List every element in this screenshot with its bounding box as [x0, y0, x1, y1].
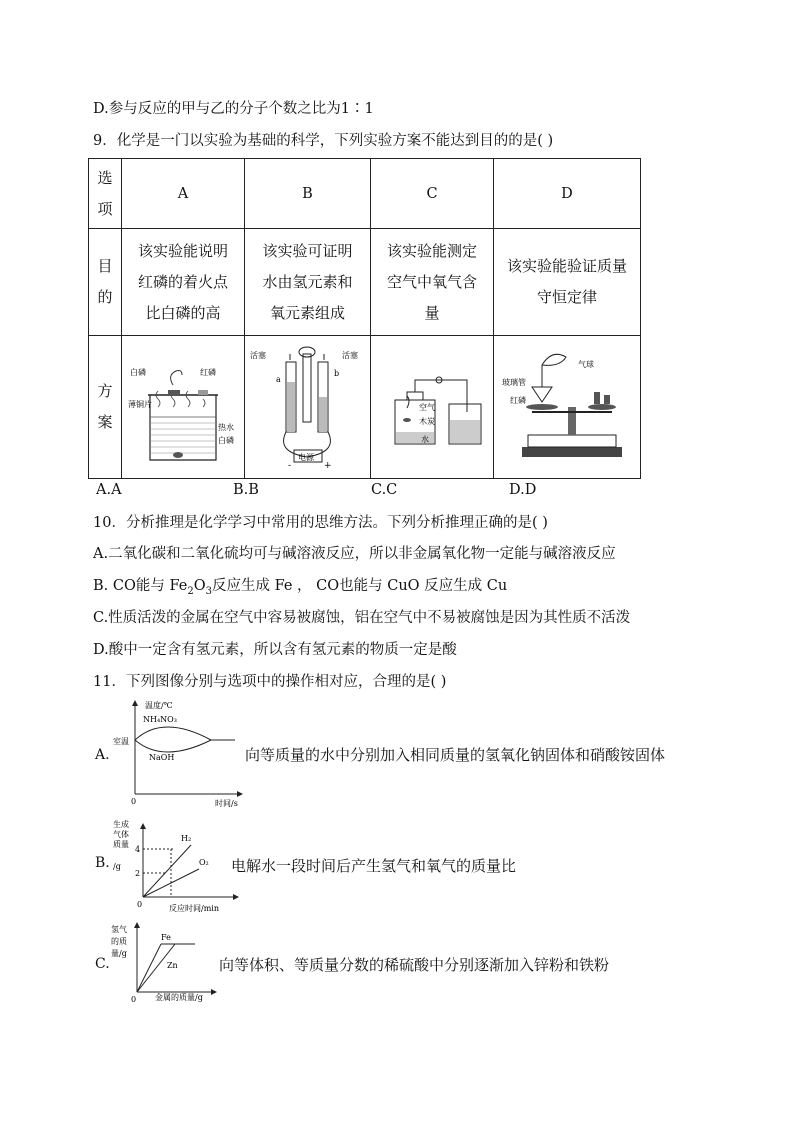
fig-b-plus: +	[324, 461, 332, 471]
q11-option-a	[95, 698, 715, 810]
q10-option-b: B. CO能与 $Fe_2O_3$反应生成 Fe ， CO也能与 CuO 反应生成 Cu	[93, 578, 508, 597]
q11-c-desc: 向等体积、等质量分数的稀硫酸中分别逐渐加入锌粉和铁粉	[219, 956, 610, 974]
q9-stem: 9．化学是一门以实验为基础的科学，下列实验方案不能达到目的的是( )	[93, 133, 554, 149]
fig-a-label-white-p: 白磷	[130, 367, 146, 377]
q10-option-c: C.性质活泼的金属在空气中容易被腐蚀，铝在空气中不易被腐蚀是因为其性质不活泼	[93, 610, 631, 626]
q11-option-b	[95, 815, 595, 915]
q10-stem: 10．分析推理是化学学习中常用的思维方法。下列分析推理正确的是( )	[93, 515, 548, 531]
q11-c-series-zn: Zn	[167, 961, 178, 970]
col-a: A	[122, 159, 245, 229]
fig-a-label-hot-water: 热水	[218, 422, 234, 432]
q9-table	[88, 158, 641, 479]
q11-c-ylabel-2: 的质	[111, 937, 127, 946]
q11-b-xlabel: 反应时间/min	[169, 904, 219, 913]
fig-c-oxygen-measure	[377, 352, 487, 462]
q11-c-xlabel: 金属的质量/g	[155, 993, 203, 1002]
q11-c-label: C.	[95, 956, 110, 972]
q11-b-ylabel-2: 气体	[113, 830, 129, 839]
plan-b	[245, 336, 371, 479]
q11-b-label: B.	[95, 855, 110, 871]
q11-a-ylabel: 温度/℃	[145, 701, 173, 710]
purpose-b: 该实验可证明 水由氢元素和 氧元素组成	[245, 229, 371, 336]
q8-option-d: D.参与反应的甲与乙的分子个数之比为1∶1	[93, 101, 374, 117]
q9-option-a: A.A	[96, 482, 122, 498]
q11-a-room-temp: 室温	[113, 737, 129, 746]
q11-a-series-nh4no3: NH₄NO₃	[143, 715, 177, 724]
q11-c-graph	[95, 918, 235, 1008]
row-label-option: 选 项	[89, 159, 122, 229]
q9-option-c: C.C	[371, 482, 398, 498]
purpose-a: 该实验能说明 红磷的着火点 比白磷的高	[122, 229, 245, 336]
fig-b-minus: -	[288, 461, 292, 471]
q11-option-c	[95, 918, 655, 1008]
row-label-purpose: 目 的	[89, 229, 122, 336]
fig-b-electrolysis	[250, 342, 365, 472]
q11-b-series-o2: O₂	[199, 858, 209, 867]
q11-b-tick: 4	[135, 845, 141, 854]
q11-stem: 11．下列图像分别与选项中的操作相对应，合理的是( )	[93, 674, 447, 690]
fig-a-beaker-experiment	[128, 345, 238, 470]
q11-a-graph	[113, 698, 253, 810]
purpose-c: 该实验能测定 空气中氧气含 量	[371, 229, 494, 336]
fig-b-label-b: b	[334, 369, 340, 378]
q11-b-ylabel-3: 质量	[113, 840, 129, 849]
q11-b-series-h2: H₂	[181, 834, 192, 843]
q11-b-ylabel-4: /g	[113, 862, 121, 871]
fig-d-balance	[502, 347, 632, 467]
q11-a-series-naoh: NaOH	[149, 753, 175, 762]
fig-b-label-valve1: 活塞	[250, 351, 266, 360]
fig-d-label-glass-tube: 玻璃管	[502, 378, 526, 387]
q9-option-d: D.D	[509, 482, 537, 498]
col-d: D	[494, 159, 641, 229]
q11-c-ylabel-1: 氢气	[111, 925, 127, 934]
plan-c	[371, 336, 494, 479]
fig-c-label-air: 空气	[419, 403, 435, 412]
fig-a-label-copper: 薄铜片	[128, 399, 152, 409]
q11-a-xlabel: 时间/s	[215, 799, 238, 808]
fig-b-label-power: 电源	[298, 453, 314, 462]
q10-option-a: A.二氧化碳和二氧化硫均可与碱溶液反应，所以非金属氧化物一定能与碱溶液反应	[93, 546, 616, 562]
q11-b-tick2: 2	[135, 869, 141, 878]
fig-b-label-a: a	[276, 375, 281, 384]
q11-b-origin: 0	[137, 900, 143, 909]
q11-a-label: A.	[95, 747, 110, 763]
fig-a-label-red-p: 红磷	[200, 367, 216, 377]
col-b: B	[245, 159, 371, 229]
q11-a-origin: 0	[131, 797, 137, 806]
plan-a	[122, 336, 245, 479]
q11-c-ylabel-3: 量/g	[111, 949, 127, 958]
q10-option-d: D.酸中一定含有氢元素，所以含有氢元素的物质一定是酸	[93, 642, 457, 658]
q11-c-origin: 0	[131, 995, 137, 1004]
q11-b-ylabel-1: 生成	[113, 820, 129, 829]
fig-c-label-water: 水	[421, 435, 429, 444]
purpose-d: 该实验能验证质量 守恒定律	[494, 229, 641, 336]
q9-option-b: B.B	[233, 482, 259, 498]
plan-d	[494, 336, 641, 479]
fig-c-label-charcoal: 木炭	[419, 417, 435, 426]
q11-a-desc: 向等质量的水中分别加入相同质量的氢氧化钠固体和硝酸铵固体	[245, 746, 666, 764]
fig-d-label-balloon: 气球	[578, 360, 594, 369]
fig-d-label-red-p: 红磷	[510, 396, 526, 405]
col-c: C	[371, 159, 494, 229]
q11-b-desc: 电解水一段时间后产生氢气和氧气的质量比	[231, 857, 517, 875]
fig-a-label-white-p2: 白磷	[218, 435, 234, 445]
row-label-plan: 方 案	[89, 336, 122, 479]
fig-b-label-valve2: 活塞	[342, 351, 358, 360]
q11-c-series-fe: Fe	[161, 933, 171, 942]
